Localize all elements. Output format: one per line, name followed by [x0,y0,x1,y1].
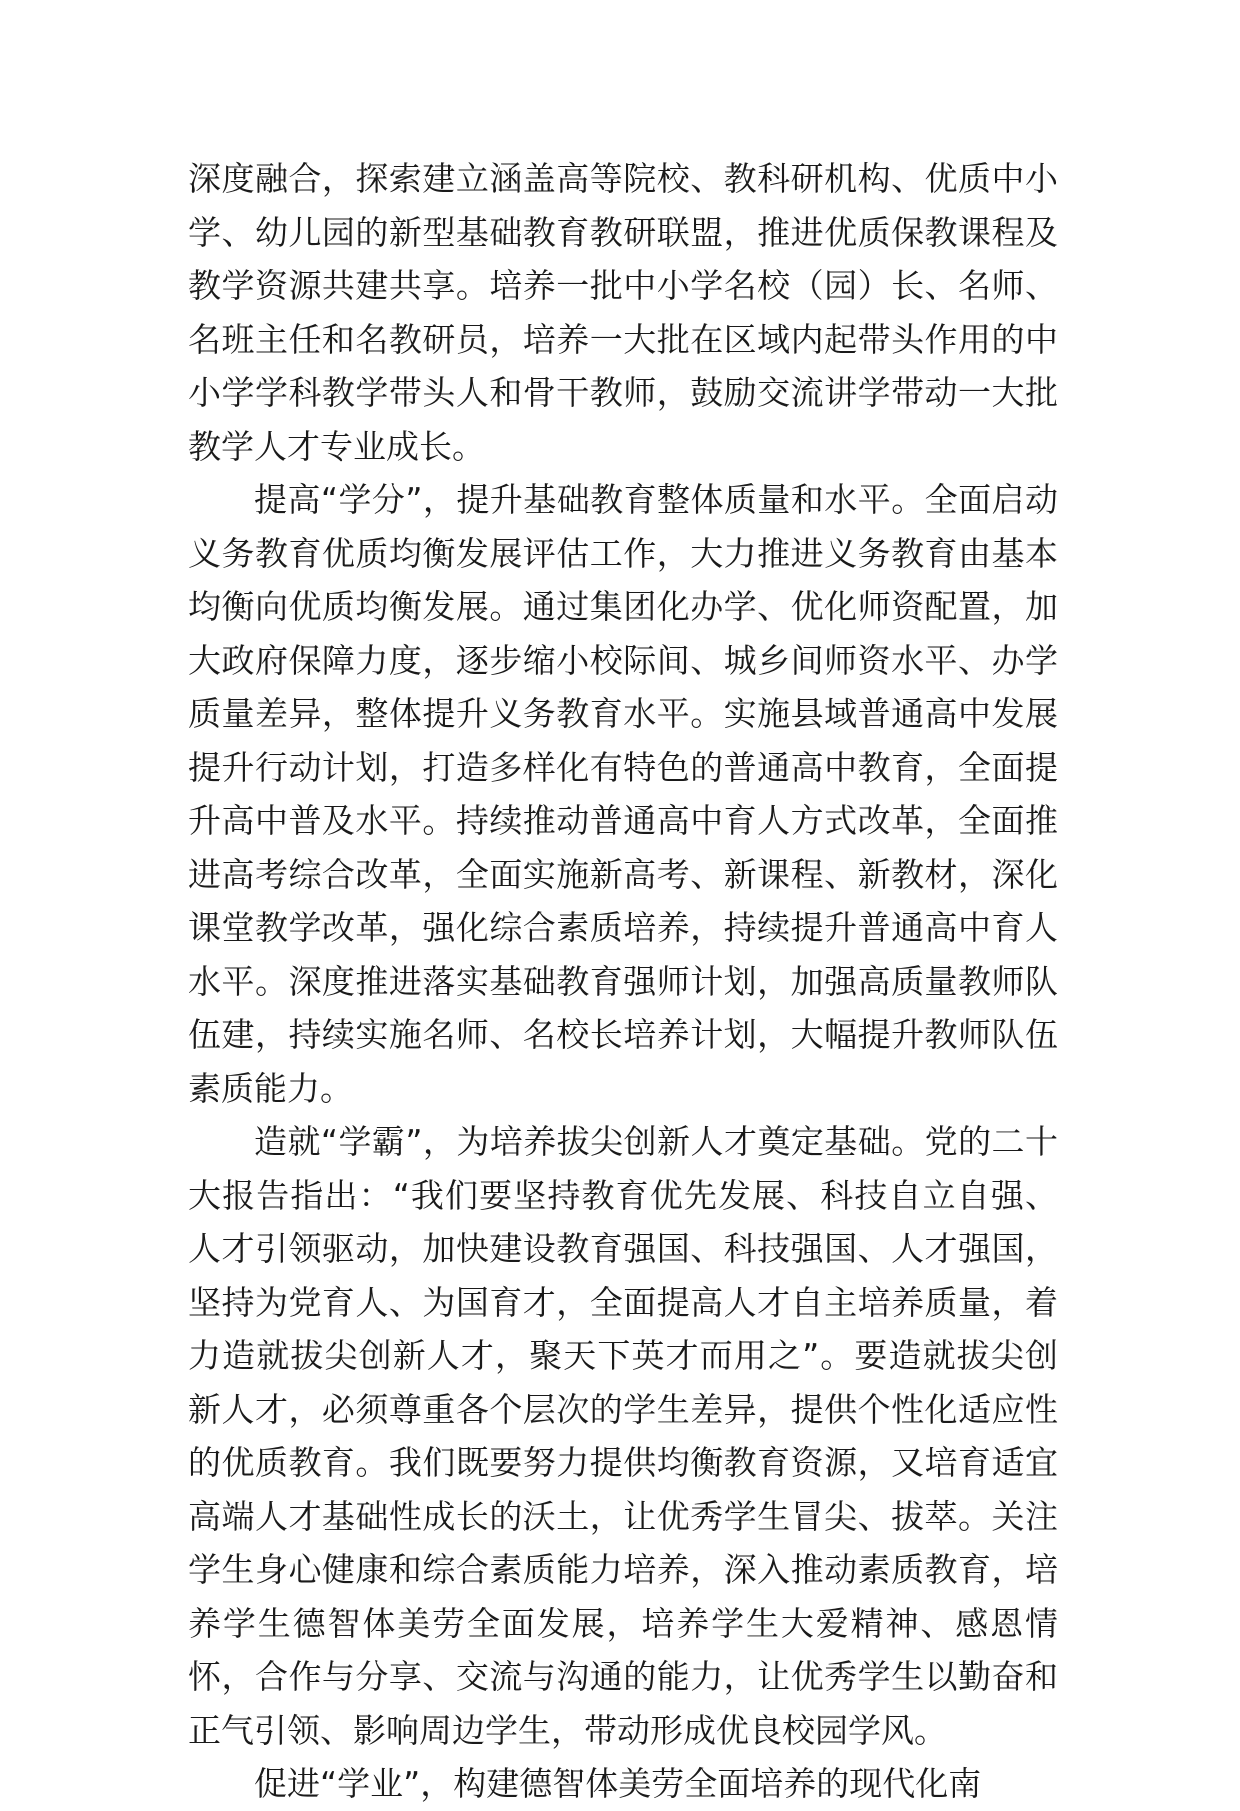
document-body [188,152,1058,1811]
paragraph-academics: 促进“学业”，构建德智体美劳全面培养的现代化南 [254,1764,982,1803]
paragraph-continuation: 深度融合，探索建立涵盖高等院校、教科研机构、优质中小学、幼儿园的新型基础教育教研联盟，推进优质保教课程及教学资源共建共享。培养一批中小学名校（园）长、名师、名班主任和名教研员，培养一大批在区域内起带头作用的中小学学科教学带头人和骨干教师，鼓励交流讲学带动一大批教学人才专业成长。 [188,159,1058,466]
paragraph-credits: 提高“学分”，提升基础教育整体质量和水平。全面启动义务教育优质均衡发展评估工作，大力推进义务教育由基本均衡向优质均衡发展。通过集团化办学、优化师资配置，加大政府保障力度，逐步缩小校际间、城乡间师资水平、办学质量差异，整体提升义务教育水平。实施县域普通高中发展提升行动计划，打造多样化有特色的普通高中教育，全面提升高中普及水平。持续推动普通高中育人方式改革，全面推进高考综合改革，全面实施新高考、新课程、新教材，深化课堂教学改革，强化综合素质培养，持续提升普通高中育人水平。深度推进落实基础教育强师计划，加强高质量教师队伍建，持续实施名师、名校长培养计划，大幅提升教师队伍素质能力。 [188,480,1058,1108]
paragraph-top-students: 造就“学霸”，为培养拔尖创新人才奠定基础。党的二十大报告指出：“我们要坚持教育优先发展、科技自立自强、人才引领驱动，加快建设教育强国、科技强国、人才强国，坚持为党育人、为国育才，全面提高人才自主培养质量，着力造就拔尖创新人才，聚天下英才而用之”。要造就拔尖创新人才，必须尊重各个层次的学生差异，提供个性化适应性的优质教育。我们既要努力提供均衡教育资源，又培育适宜高端人才基础性成长的沃土，让优秀学生冒尖、拔萃。关注学生身心健康和综合素质能力培养，深入推动素质教育，培养学生德智体美劳全面发展，培养学生大爱精神、感恩情怀，合作与分享、交流与沟通的能力，让优秀学生以勤奋和正气引领、影响周边学生，带动形成优良校园学风。 [188,1122,1058,1750]
